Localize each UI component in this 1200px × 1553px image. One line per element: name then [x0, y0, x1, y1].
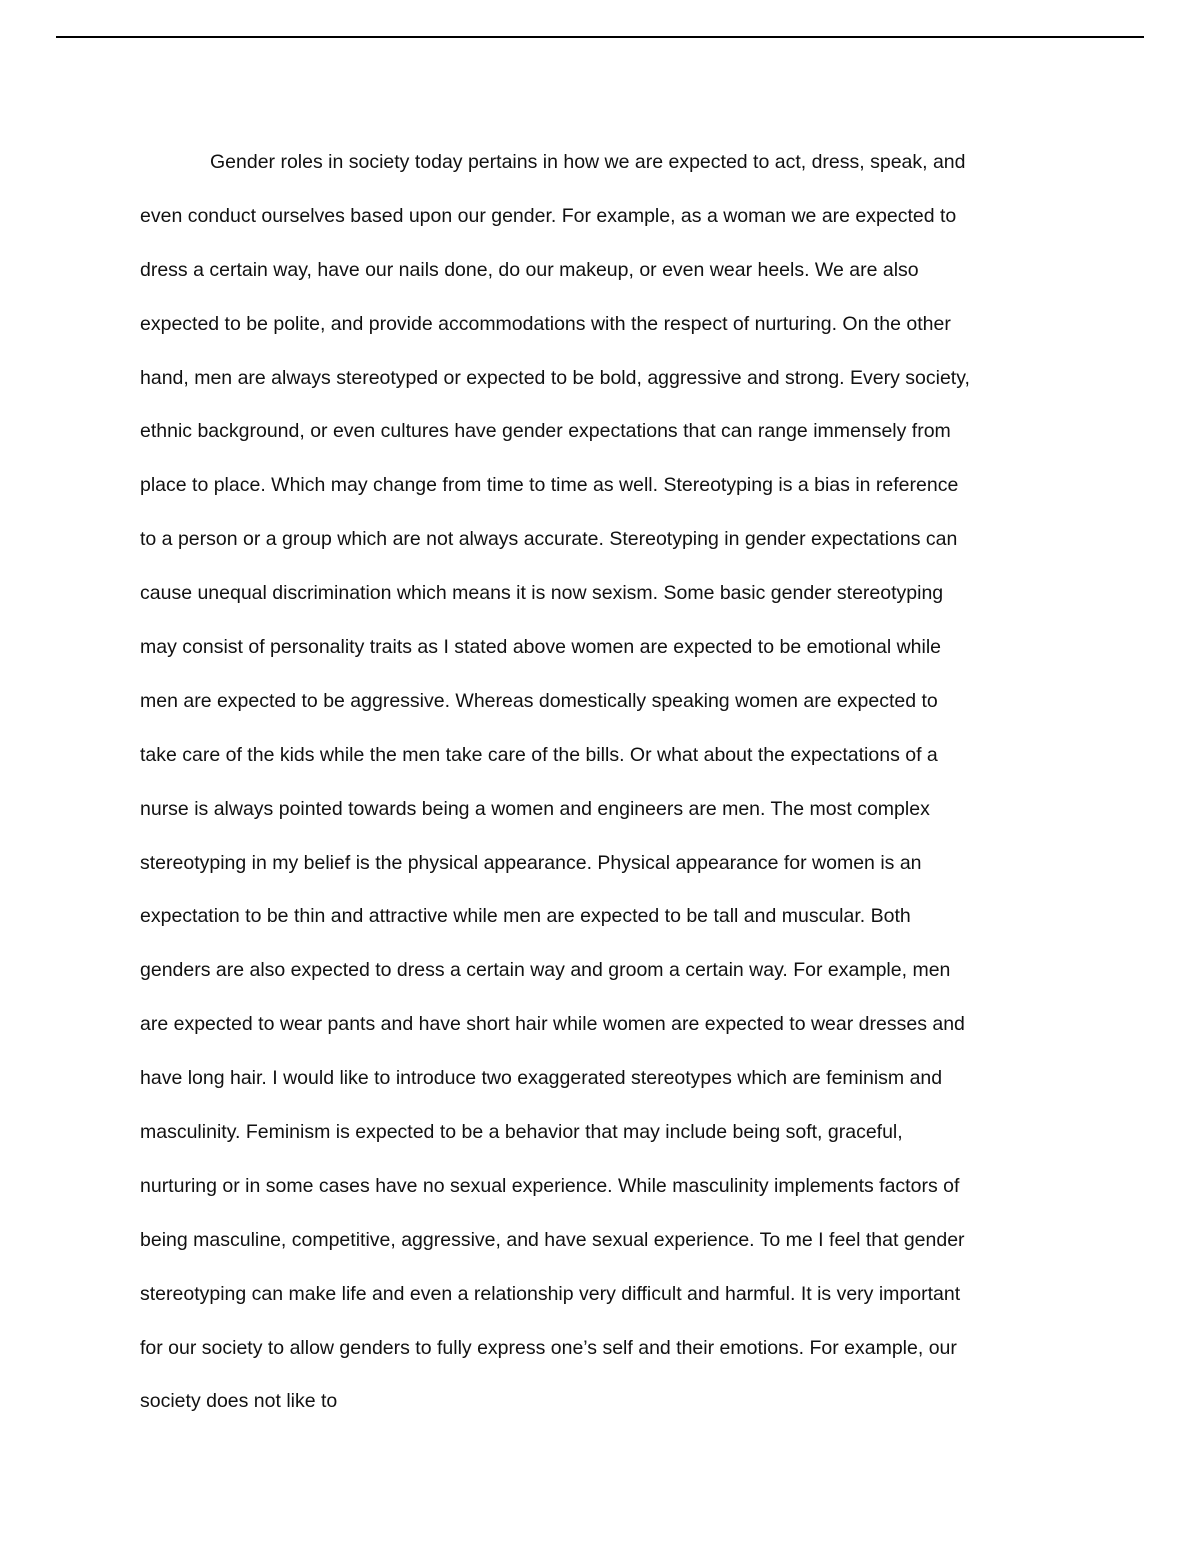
paragraph-line: hand, men are always stereotyped or expected to be bold, aggressive and strong. Every society, — [140, 366, 970, 389]
paragraph-line: have long hair. I would like to introduce two exaggerated stereotypes which are feminism and — [140, 1067, 943, 1090]
paragraph-line: expected to be polite, and provide accommodations with the respect of nurturing. On the other — [140, 312, 951, 335]
paragraph-line: stereotyping in my belief is the physical appearance. Physical appearance for women is an — [140, 851, 922, 874]
paragraph-line: take care of the kids while the men take care of the bills. Or what about the expectations of a — [140, 743, 938, 766]
header-rule — [56, 36, 1144, 38]
paragraph-line: are expected to wear pants and have short hair while women are expected to wear dresses and — [140, 1013, 965, 1036]
paragraph-line: Gender roles in society today pertains in how we are expected to act, dress, speak, and — [210, 151, 966, 173]
paragraph-line: men are expected to be aggressive. Whereas domestically speaking women are expected to — [140, 689, 938, 712]
paragraph-line: expectation to be thin and attractive while men are expected to be tall and muscular. Both — [140, 905, 911, 928]
paragraph-line: dress a certain way, have our nails done, do our makeup, or even wear heels. We are also — [140, 258, 919, 281]
paragraph-line: being masculine, competitive, aggressive, and have sexual experience. To me I feel that gender — [140, 1228, 965, 1251]
paragraph-line: may consist of personality traits as I stated above women are expected to be emotional while — [140, 636, 942, 659]
paragraph-line: genders are also expected to dress a certain way and groom a certain way. For example, men — [140, 959, 951, 982]
paragraph-line: masculinity. Feminism is expected to be a behavior that may include being soft, graceful, — [140, 1121, 903, 1144]
paragraph-line: stereotyping can make life and even a relationship very difficult and harmful. It is very important — [140, 1282, 961, 1305]
paragraph-line: even conduct ourselves based upon our gender. For example, as a woman we are expected to — [140, 204, 957, 227]
paragraph-line: ethnic background, or even cultures have gender expectations that can range immensely from — [140, 420, 951, 443]
paragraph-line: nurse is always pointed towards being a women and engineers are men. The most complex — [140, 797, 930, 820]
essay-paragraph — [140, 136, 1065, 1429]
paragraph-line: cause unequal discrimination which means it is now sexism. Some basic gender stereotyping — [140, 582, 944, 605]
paragraph-line: nurturing or in some cases have no sexual experience. While masculinity implements factors of — [140, 1174, 960, 1197]
paragraph-line: to a person or a group which are not always accurate. Stereotyping in gender expectations can — [140, 528, 958, 551]
paragraph-line: society does not like to — [140, 1390, 338, 1413]
paragraph-line: place to place. Which may change from time to time as well. Stereotyping is a bias in reference — [140, 474, 959, 497]
paragraph-line: for our society to allow genders to fully express one’s self and their emotions. For example, our — [140, 1336, 957, 1359]
